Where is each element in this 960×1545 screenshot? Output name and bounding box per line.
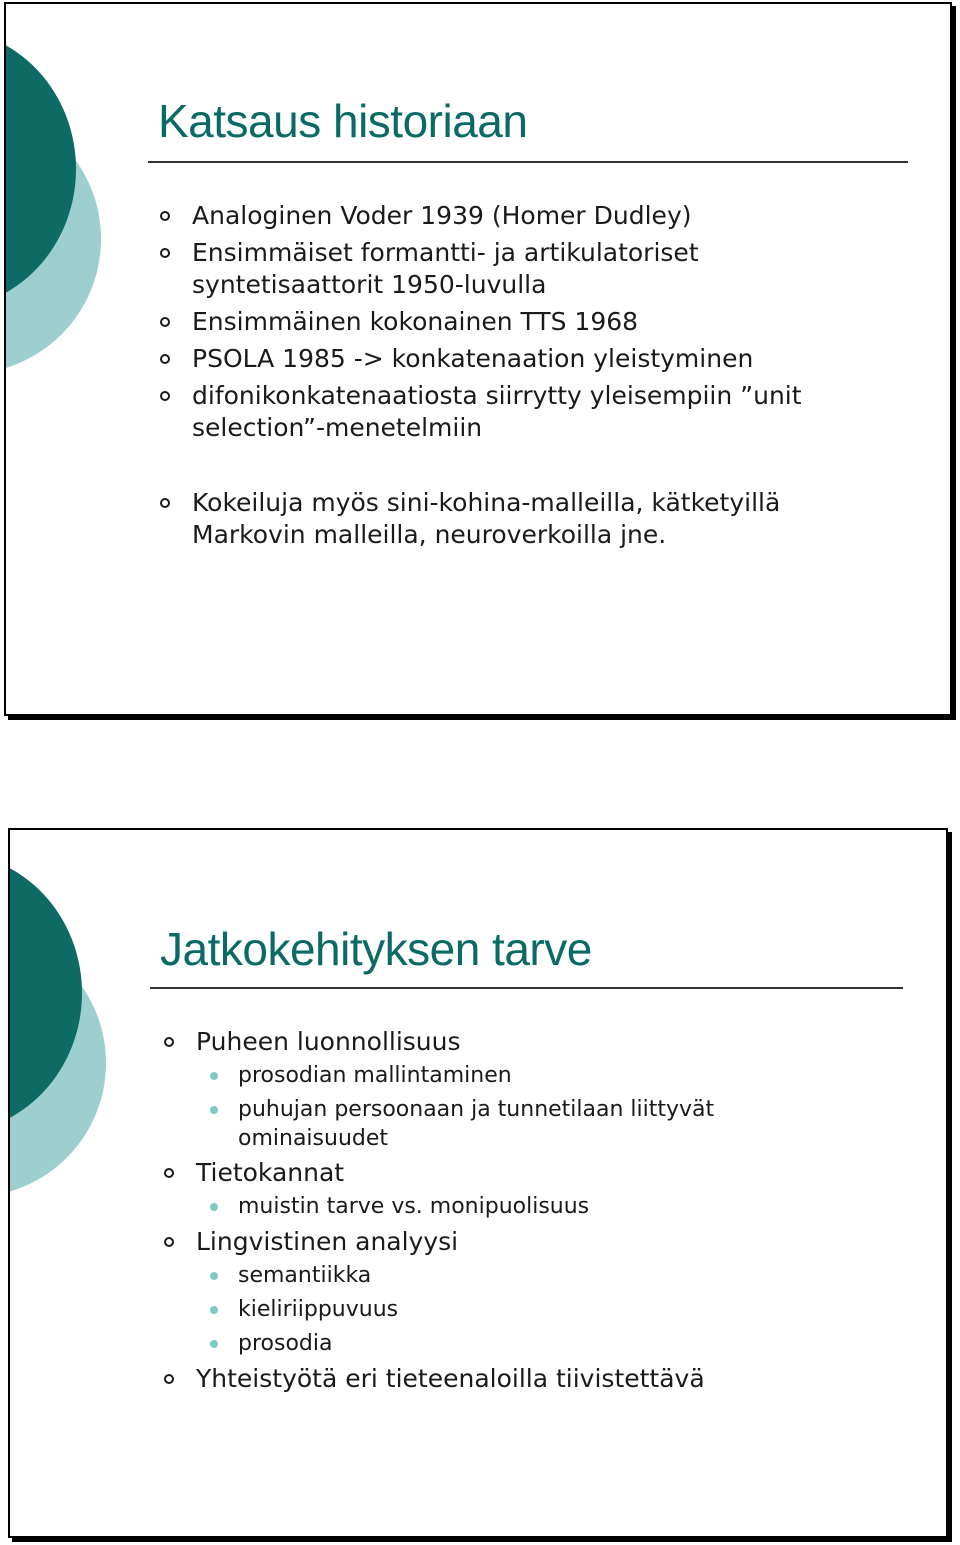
bullet-text: PSOLA 1985 -> konkatenaation yleistyminen [192,344,754,373]
title-divider [148,161,908,163]
hollow-circle-icon [164,1168,174,1178]
sub-bullet-item [160,1295,920,1324]
bullet-item [156,200,916,232]
bullet-text: Ensimmäiset formantti- ja artikulatoriset [192,238,699,267]
hollow-circle-icon [160,317,170,327]
bullet-text: Tietokannat [196,1158,345,1187]
corner-decoration [6,4,126,404]
sub-bullet-item [160,1095,920,1153]
slide-title: Katsaus historiaan [158,95,528,147]
sub-bullet-item [160,1192,920,1221]
sub-bullet-item [160,1061,920,1090]
sub-bullet-text: semantiikka [238,1263,372,1288]
sub-bullet-item [160,1261,920,1290]
slide-title: Jatkokehityksen tarve [160,923,592,975]
filled-dot-icon [210,1306,218,1314]
hollow-circle-icon [160,354,170,364]
sub-bullet-text: prosodian mallintaminen [238,1063,512,1088]
bullet-item [160,1226,920,1258]
filled-dot-icon [210,1203,218,1211]
hollow-circle-icon [164,1237,174,1247]
bullet-text: Kokeiluja myös sini-kohina-malleilla, kätketyillä [192,488,781,517]
sub-bullet-text: ominaisuudet [238,1126,389,1151]
bullet-item [156,237,916,301]
hollow-circle-icon [160,248,170,258]
filled-dot-icon [210,1272,218,1280]
corner-decoration [10,830,130,1230]
bullet-list [156,200,916,551]
bullet-item [156,306,916,338]
slide-1 [4,2,952,716]
sub-bullet-text: kieliriippuvuus [238,1297,399,1322]
bullet-item [156,343,916,375]
hollow-circle-icon [160,498,170,508]
sub-bullet-text: puhujan persoonaan ja tunnetilaan liittyvät [238,1097,715,1122]
bullet-text: syntetisaattorit 1950-luvulla [192,270,547,299]
filled-dot-icon [210,1340,218,1348]
filled-dot-icon [210,1106,218,1114]
hollow-circle-icon [160,391,170,401]
bullet-text: selection”-menetelmiin [192,413,483,442]
bullet-list [160,1026,920,1395]
hollow-circle-icon [164,1037,174,1047]
bullet-item [156,487,916,551]
sub-bullet-item [160,1329,920,1358]
bullet-text: difonikonkatenaatiosta siirrytty yleisempiin ”unit [192,381,802,410]
bullet-text: Yhteistyötä eri tieteenaloilla tiivistettävä [196,1364,705,1393]
sub-bullet-text: muistin tarve vs. monipuolisuus [238,1194,590,1219]
bullet-item [156,380,916,444]
bullet-text: Analoginen Voder 1939 (Homer Dudley) [192,201,692,230]
hollow-circle-icon [160,211,170,221]
slide-2 [8,828,948,1538]
filled-dot-icon [210,1072,218,1080]
bullet-text: Puheen luonnollisuus [196,1027,461,1056]
bullet-text: Ensimmäinen kokonainen TTS 1968 [192,307,639,336]
hollow-circle-icon [164,1374,174,1384]
title-divider [150,987,903,989]
bullet-item [160,1026,920,1058]
bullet-item [160,1157,920,1189]
bullet-text: Lingvistinen analyysi [196,1227,459,1256]
sub-bullet-text: prosodia [238,1331,333,1356]
bullet-text: Markovin malleilla, neuroverkoilla jne. [192,520,667,549]
bullet-item [160,1363,920,1395]
